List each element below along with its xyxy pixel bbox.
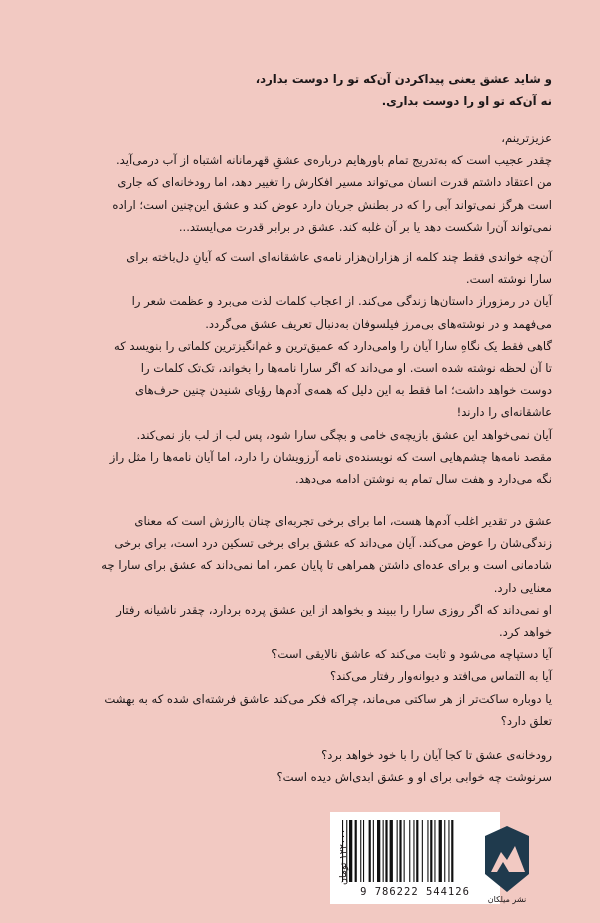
- blurb-line: عشق در تقدیر اغلب آدم‌ها هست، اما برای برخی تجربه‌ای چنان باارزش است که معنای: [134, 514, 552, 528]
- price-label: ۱۲۲۰۰۰ تومان: [338, 828, 349, 886]
- blurb-line: می‌فهمد و در نوشته‌های بی‌مرز فیلسوفان به‌دنبال تعریف عشق می‌گردد.: [205, 316, 552, 331]
- publisher-logo-icon: [485, 826, 529, 892]
- blurb-line: آیان در رمزوراز داستان‌ها زندگی می‌کند. از اعجاب کلمات لذت می‌برد و عظمت شعر را: [131, 294, 552, 309]
- letter-line: من اعتقاد داشتم قدرت انسان می‌تواند مسیر افکارش را تغییر دهد، اما رودخانه‌ای که جاری: [117, 175, 552, 190]
- blurb-line: آن‌چه خواندی فقط چند کلمه از هزاران‌هزار نامه‌ی عاشقانه‌ای است که آیانِ دل‌باخته برای: [126, 250, 552, 264]
- letter-excerpt: [47, 127, 552, 238]
- letter-line: چقدر عجیب است که به‌تدریج تمام باورهایم درباره‌ی عشقِ قهرمانانه اشتباه از آب درمی‌آید.: [116, 153, 552, 168]
- closing-line: سرنوشت چه خوابی برای او و عشق ابدی‌اش دیده است؟: [276, 770, 552, 785]
- blurb-line: گاهی فقط یک نگاهِ سارا آیان را وامی‌دارد که عمیق‌ترین و غم‌انگیزترین کلماتی را بنویسد که: [114, 338, 552, 353]
- blurb-line: خواهد کرد.: [498, 625, 552, 640]
- blurb-paragraph-1: [47, 246, 552, 490]
- publisher-name: نشر میلکان: [487, 895, 527, 904]
- blurb-line: سارا نوشته است.: [465, 272, 552, 287]
- blurb-line: نگه می‌دارد و هفت سال تمام به نوشتن ادامه می‌دهد.: [295, 472, 552, 487]
- blurb-paragraph-2: [47, 510, 552, 732]
- blurb-line: زندگی‌شان را عوض می‌کند. آیان می‌داند که عشق برای برخی تسکین درد است، برای برخی: [114, 536, 552, 551]
- closing-line: رودخانه‌ی عشق تا کجا آیان را با خود خواهد برد؟: [321, 748, 552, 762]
- barcode: [330, 812, 500, 904]
- blurb-line: آیا به التماس می‌افتد و دیوانه‌وار رفتار می‌کند؟: [329, 669, 552, 684]
- letter-salutation: عزیزترینم،: [501, 131, 552, 145]
- blurb-line: یا دوباره ساکت‌تر از هر ساکتی می‌ماند، چراکه فکر می‌کند عاشق فرشته‌ای شده که به بهشت: [104, 691, 552, 706]
- blurb-line: تا آن لحظه نوشته شده است. او می‌داند که اگر سارا نامه‌ها را بخواند، تک‌تک کلمات را: [140, 361, 552, 376]
- barcode-bars: [342, 820, 492, 882]
- blurb-line: آیان نمی‌خواهد این عشق بازیچه‌ی خامی و بچگی سارا شود، پس لب از لب باز نمی‌کند.: [136, 427, 552, 442]
- blurb-line: او نمی‌داند که اگر روزی سارا را ببیند و بخواهد از این عشق پرده بردارد، چقدر ناشیانه رفتار: [116, 602, 552, 617]
- blurb-line: آیا دستپاچه می‌شود و ثابت می‌کند که عاشق نالایقی است؟: [271, 647, 552, 662]
- blurb-line: مقصد نامه‌ها چشم‌هایی است که نویسنده‌ی نامه آرزویشان را دارد، اما آیان نامه‌ها را مثل راز: [109, 449, 552, 464]
- letter-line: است هرگز نمی‌تواند آبی را که در بطنش جریان دارد عوض کند و عشق این‌چنین است؛ اراده: [112, 197, 552, 212]
- epigraph-line: و شاید عشق یعنی پیداکردن آن‌که تو را دوست بدارد،: [255, 72, 552, 86]
- blurb-line: تعلق دارد؟: [500, 713, 552, 728]
- epigraph: [47, 68, 552, 112]
- barcode-number: 9 786222 544126: [360, 886, 470, 898]
- letter-line: نمی‌تواند آن‌را شکست دهد یا بر آن غلبه کند. عشق در برابر قدرت می‌ایستد...: [178, 219, 552, 234]
- epigraph-line: نه آن‌که تو او را دوست بداری.: [381, 94, 552, 109]
- blurb-line: معنایی دارد.: [493, 580, 552, 595]
- blurb-line: شادمانی است و برای عده‌ای داشتن همراهی تا پایان عمر، اما نمی‌داند که عشق برای سارا چه: [101, 558, 552, 573]
- closing-questions: [47, 744, 552, 788]
- blurb-line: دوست خواهد داشت؛ اما فقط به این دلیل که همه‌ی آدم‌ها رؤیای شنیدن چنین حرف‌های: [135, 383, 552, 398]
- blurb-line: عاشقانه‌ای را دارند!: [456, 405, 552, 420]
